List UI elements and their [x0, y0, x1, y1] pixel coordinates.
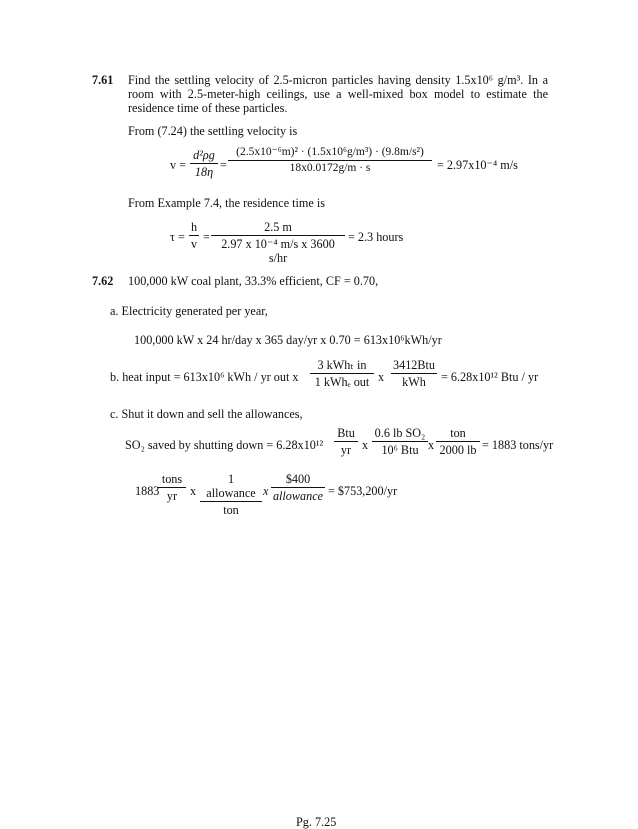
part-c-times-2: x — [428, 438, 435, 452]
allowance-fraction-3-numerator: $400 — [285, 472, 311, 486]
part-b-times: x — [378, 370, 385, 384]
settling-velocity-intro: From (7.24) the settling velocity is — [128, 124, 298, 138]
allowance-result: = $753,200/yr — [328, 484, 398, 498]
part-c-lhs: SO₂ saved by shutting down = 6.28x10¹² — [125, 438, 324, 452]
allowance-times-1: x — [190, 484, 197, 498]
velocity-substitution-denominator: 18x0.0172g/m · s — [289, 162, 371, 175]
part-b-fraction-1 — [310, 358, 374, 389]
residence-time-intro: From Example 7.4, the residence time is — [128, 196, 325, 210]
velocity-substitution-fraction — [228, 146, 432, 175]
allowance-fraction-2-numerator: 1 allowance — [206, 472, 256, 501]
velocity-formula-fraction — [190, 148, 218, 179]
residence-formula-numerator: h — [191, 220, 198, 234]
part-c-label: c. Shut it down and sell the allowances, — [110, 407, 303, 421]
residence-formula-denominator: v — [190, 237, 198, 252]
allowance-fraction-1 — [158, 472, 186, 503]
part-c-times-1: x — [362, 438, 369, 452]
velocity-formula-denominator: 18η — [194, 165, 214, 180]
residence-equals: = — [203, 230, 210, 244]
velocity-result: = 2.97x10⁻⁴ m/s — [437, 158, 518, 172]
part-c-fraction-2-denominator: 10⁶ Btu — [381, 443, 419, 458]
part-c-fraction-2 — [372, 426, 428, 457]
part-a-label: a. Electricity generated per year, — [110, 304, 268, 318]
residence-lhs: τ = — [170, 230, 185, 244]
part-b-fraction-1-denominator: 1 kWhₑ out — [314, 375, 370, 390]
allowance-fraction-3 — [271, 472, 325, 503]
part-b-fraction-2-numerator: 3412Btu — [393, 358, 435, 372]
part-b-fraction-2 — [391, 358, 437, 389]
residence-formula-fraction — [189, 220, 199, 251]
allowance-times-2: x — [263, 484, 269, 498]
allowance-fraction-2-denominator: ton — [223, 503, 239, 518]
residence-substitution-denominator: 2.97 x 10⁻⁴ m/s x 3600 s/hr — [221, 237, 335, 266]
residence-substitution-numerator: 2.5 m — [264, 220, 292, 234]
part-c-fraction-1 — [334, 426, 358, 457]
part-c-fraction-3 — [436, 426, 480, 457]
residence-substitution-fraction — [211, 220, 345, 265]
part-c-fraction-1-numerator: Btu — [337, 426, 355, 440]
velocity-substitution-numerator: (2.5x10⁻⁶m)² · (1.5x10⁶g/m³) · (9.8m/s²) — [236, 146, 424, 158]
problem-number-7-61: 7.61 — [92, 73, 114, 87]
allowance-lead-value: 1883 — [135, 484, 160, 498]
part-b-result: = 6.28x10¹² Btu / yr — [441, 370, 539, 384]
part-c-fraction-3-denominator: 2000 lb — [439, 443, 477, 458]
allowance-fraction-3-denominator: allowance — [272, 489, 324, 504]
velocity-formula-numerator: d²ρg — [193, 148, 215, 162]
velocity-lhs: v = — [170, 158, 187, 172]
allowance-fraction-2 — [200, 472, 262, 517]
allowance-fraction-1-numerator: tons — [161, 472, 183, 486]
part-b-fraction-2-denominator: kWh — [402, 375, 426, 390]
allowance-fraction-1-denominator: yr — [166, 489, 178, 504]
part-a-calculation: 100,000 kW x 24 hr/day x 365 day/yr x 0.70 = 613x10⁶kWh/yr — [134, 333, 442, 347]
part-b-fraction-1-numerator: 3 kWhₜ in — [317, 358, 367, 372]
problem-number-7-62: 7.62 — [92, 274, 114, 288]
part-c-fraction-1-denominator: yr — [340, 443, 352, 458]
part-b-lhs: b. heat input = 613x10⁶ kWh / yr out x — [110, 370, 299, 384]
problem-header-7-62: 100,000 kW coal plant, 33.3% efficient, CF = 0.70, — [128, 274, 379, 288]
part-c-fraction-2-numerator: 0.6 lb SO₂ — [374, 426, 426, 440]
velocity-equals: = — [220, 158, 227, 172]
part-c-result: = 1883 tons/yr — [482, 438, 554, 452]
part-c-fraction-3-numerator: ton — [450, 426, 466, 440]
residence-result: = 2.3 hours — [348, 230, 404, 244]
page-number: Pg. 7.25 — [296, 815, 337, 829]
problem-statement-7-61: Find the settling velocity of 2.5-micron particles having density 1.5x10⁶ g/m³. In a room with 2.5-meter-high ceilings, use a well-mixed box model to estimate the residence time of these particles. — [128, 73, 548, 116]
